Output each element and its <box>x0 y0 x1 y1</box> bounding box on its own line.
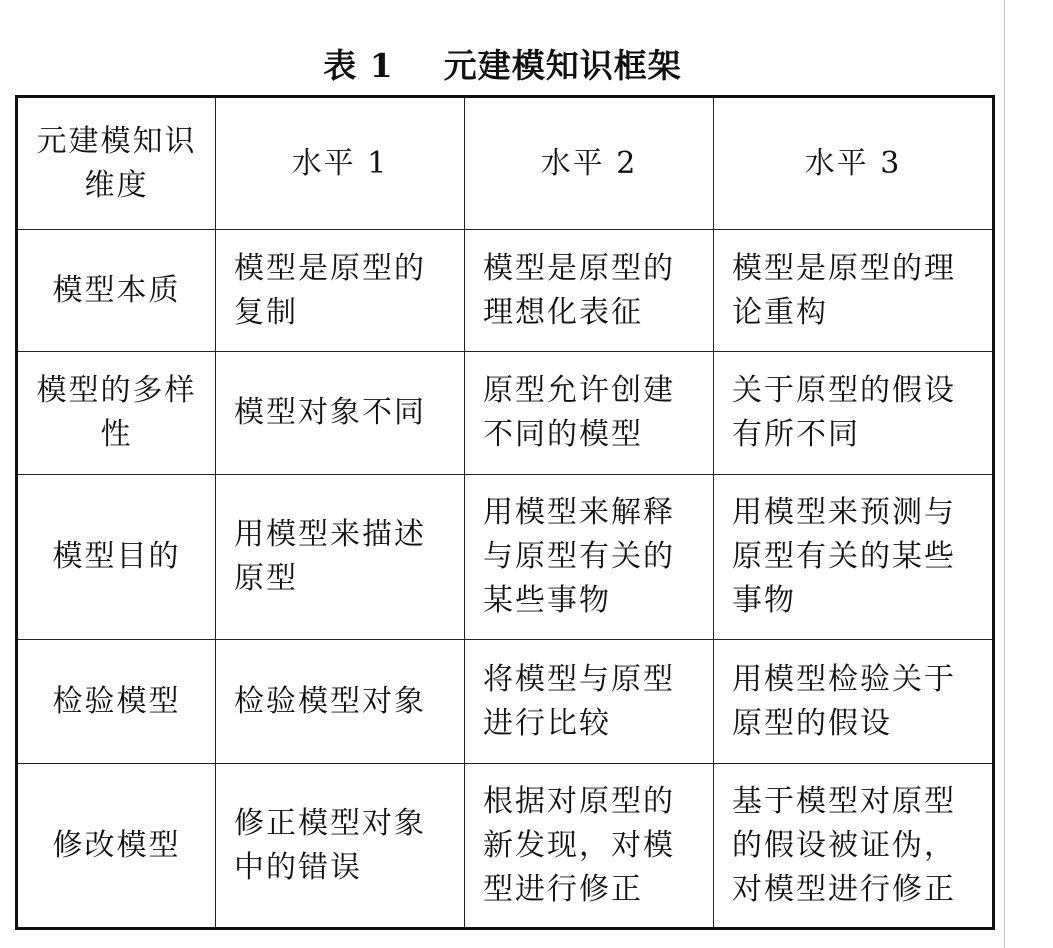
table-row <box>17 475 994 640</box>
row-level-1: 检验模型对象 <box>216 640 465 764</box>
knowledge-framework-table <box>15 95 995 930</box>
table-row <box>17 352 994 475</box>
table-title: 元建模知识框架 <box>443 46 682 85</box>
table-row <box>17 640 994 764</box>
table-row <box>17 764 994 929</box>
table-caption <box>0 40 1005 87</box>
row-level-3: 用模型来预测与原型有关的某些事物 <box>714 475 994 640</box>
row-dimension: 模型本质 <box>17 230 216 352</box>
row-level-2: 原型允许创建不同的模型 <box>465 352 714 475</box>
row-level-2: 模型是原型的理想化表征 <box>465 230 714 352</box>
row-dimension: 检验模型 <box>17 640 216 764</box>
row-level-3: 关于原型的假设有所不同 <box>714 352 994 475</box>
table-header-row <box>17 97 994 230</box>
row-level-3: 用模型检验关于原型的假设 <box>714 640 994 764</box>
row-level-2: 将模型与原型进行比较 <box>465 640 714 764</box>
row-level-1: 模型对象不同 <box>216 352 465 475</box>
header-dimension: 元建模知识维度 <box>17 97 216 230</box>
table-number: 表 1 <box>323 46 394 85</box>
row-level-3: 模型是原型的理论重构 <box>714 230 994 352</box>
row-dimension: 模型目的 <box>17 475 216 640</box>
header-level-3: 水平 3 <box>714 97 994 230</box>
row-dimension: 修改模型 <box>17 764 216 929</box>
row-dimension: 模型的多样性 <box>17 352 216 475</box>
header-level-2: 水平 2 <box>465 97 714 230</box>
page-edge-rule <box>1004 0 1005 948</box>
row-level-2: 根据对原型的新发现，对模型进行修正 <box>465 764 714 929</box>
row-level-1: 修正模型对象中的错误 <box>216 764 465 929</box>
row-level-1: 用模型来描述原型 <box>216 475 465 640</box>
row-level-2: 用模型来解释与原型有关的某些事物 <box>465 475 714 640</box>
table-row <box>17 230 994 352</box>
header-level-1: 水平 1 <box>216 97 465 230</box>
row-level-3: 基于模型对原型的假设被证伪，对模型进行修正 <box>714 764 994 929</box>
row-level-1: 模型是原型的复制 <box>216 230 465 352</box>
